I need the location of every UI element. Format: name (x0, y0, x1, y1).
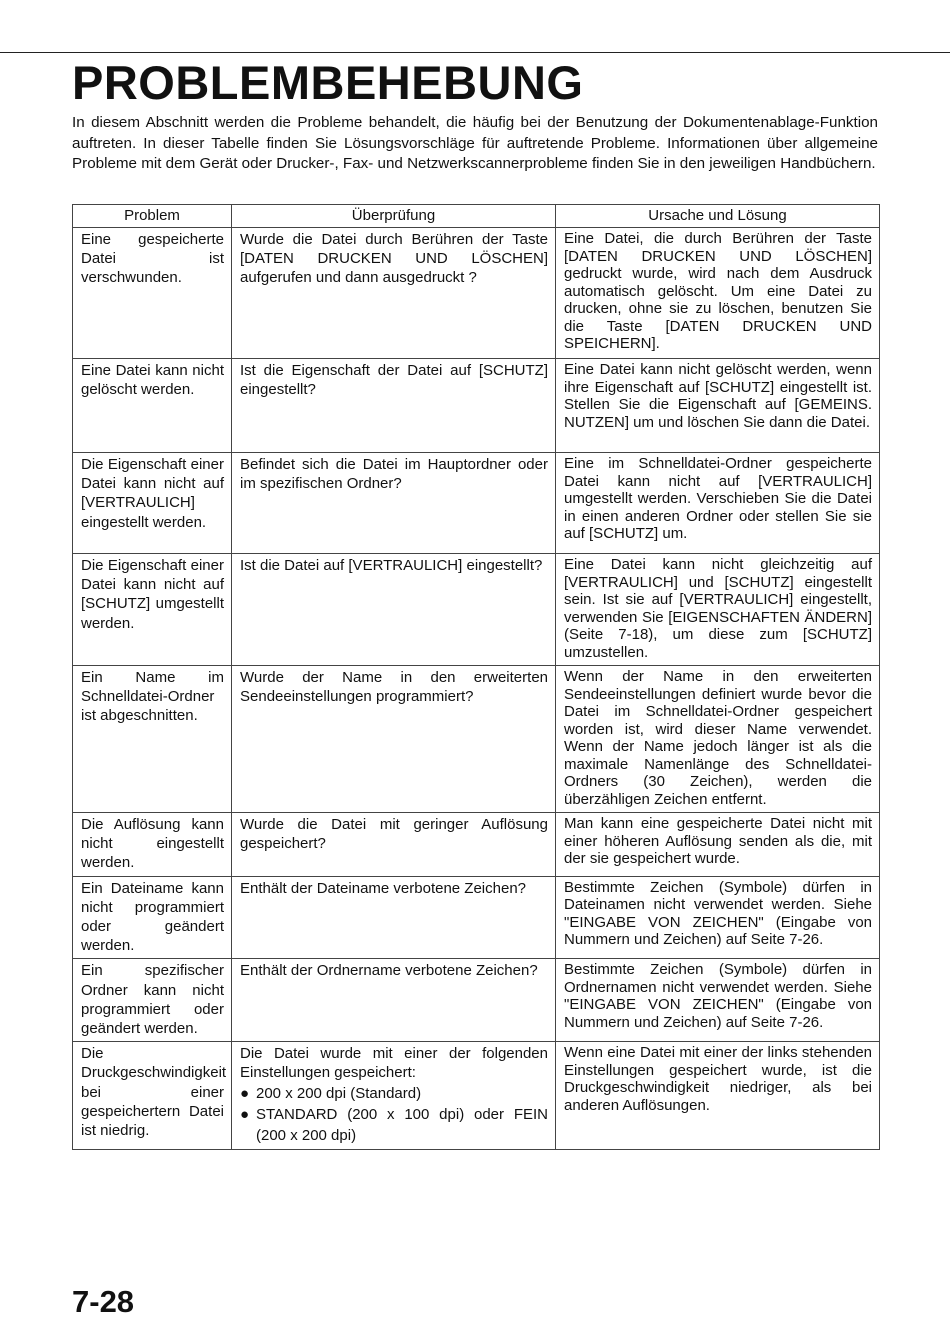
table-row (73, 876, 880, 959)
problem-cell: Ein Dateiname kann nicht programmiert oder geändert werden. (73, 876, 232, 959)
troubleshooting-table (72, 204, 880, 1150)
problem-cell: Ein spezifischer Ordner kann nicht programmiert oder geändert werden. (73, 959, 232, 1042)
table-row (73, 554, 880, 666)
check-cell: Enthält der Ordnername verbotene Zeichen? (232, 959, 556, 1042)
check-cell: Befindet sich die Datei im Hauptordner oder im spezifischen Ordner? (232, 453, 556, 554)
filled-circle-icon: ● (240, 1105, 250, 1123)
table-row (73, 813, 880, 877)
solution-cell: Man kann eine gespeicherte Datei nicht mit einer höheren Auflösung senden als die, mit der sie gespeichert wurde. (556, 813, 880, 877)
solution-cell: Bestimmte Zeichen (Symbole) dürfen in Ordnernamen nicht verwendet werden. Siehe "EINGABE VON ZEICHEN" (Eingabe von Nummern und Zeichen) auf Seite 7-26. (556, 959, 880, 1042)
page-number: 7-28 (72, 1284, 135, 1319)
table-row (73, 1042, 880, 1149)
bullet-item (240, 1104, 548, 1146)
problem-cell: Eine Datei kann nicht gelöscht werden. (73, 359, 232, 453)
header-solution: Ursache und Lösung (556, 205, 880, 228)
table-row (73, 359, 880, 453)
solution-cell: Eine im Schnelldatei-Ordner gespeicherte Datei kann nicht auf [VERTRAULICH] umgestellt werden. Verschieben Sie die Datei in einen anderen Ordner oder stellen Sie sie auf [SCHUTZ] um. (556, 453, 880, 554)
solution-cell: Bestimmte Zeichen (Symbole) dürfen in Dateinamen nicht verwendet werden. Siehe "EINGABE VON ZEICHEN" (Eingabe von Nummern und Zeichen) auf Seite 7-26. (556, 876, 880, 959)
header-problem: Problem (73, 205, 232, 228)
problem-cell: Die Druckgeschwindigkeit bei einer gespeichertern Datei ist niedrig. (73, 1042, 232, 1149)
header-rule (0, 52, 950, 53)
solution-cell: Eine Datei kann nicht gelöscht werden, wenn ihre Eigenschaft auf [SCHUTZ] eingestellt ist. Stellen Sie die Eigenschaft auf [GEMEINS. NUTZEN] um und löschen Sie dann die Datei. (556, 359, 880, 453)
solution-cell: Wenn der Name in den erweiterten Sendeeinstellungen definiert wurde bevor die Datei im Schnelldatei-Ordner gespeichert worden ist, wird dieser Name verwendet. Wenn der Name jedoch länger ist als die maximale Namenlänge des Schnelldatei-Ordners (30 Zeichen), werden die überzähligen Zeichen entfernt. (556, 666, 880, 813)
table-row (73, 666, 880, 813)
intro-paragraph: In diesem Abschnitt werden die Probleme behandelt, die häufig bei der Benutzung der Dokumentenablage-Funktion auftreten. In dieser Tabelle finden Sie Lösungsvorschläge für auftretende Probleme. Informationen über allgemeine Probleme mit dem Gerät oder Drucker-, Fax- und Netzwerkscannerprobleme finden Sie in den jeweiligen Handbüchern. (72, 114, 878, 173)
problem-cell: Die Auflösung kann nicht eingestellt werden. (73, 813, 232, 877)
check-cell: Enthält der Dateiname verbotene Zeichen? (232, 876, 556, 959)
solution-cell: Eine Datei kann nicht gleichzeitig auf [VERTRAULICH] und [SCHUTZ] eingestellt sein. Ist sie auf [VERTRAULICH] eingestellt, verwenden Sie [EIGENSCHAFTEN ÄNDERN] (Seite 7-18), um diese zum [SCHUTZ] umzustellen. (556, 554, 880, 666)
solution-cell: Wenn eine Datei mit einer der links stehenden Einstellungen gespeichert wurde, ist die Druckgeschwindigkeit niedriger, als bei anderen Auflösungen. (556, 1042, 880, 1149)
table-row (73, 453, 880, 554)
filled-circle-icon: ● (240, 1084, 250, 1102)
problem-cell: Eine gespeicherte Datei ist verschwunden. (73, 228, 232, 359)
check-cell: Wurde der Name in den erweiterten Sendeeinstellungen programmiert? (232, 666, 556, 813)
check-cell: Ist die Eigenschaft der Datei auf [SCHUTZ] eingestellt? (232, 359, 556, 453)
bullet-item (240, 1083, 548, 1104)
page-title: PROBLEMBEHEBUNG (72, 56, 584, 109)
solution-cell: Eine Datei, die durch Berühren der Taste [DATEN DRUCKEN UND LÖSCHEN] gedruckt wurde, wird nach dem Ausdruck automatisch gelöscht. Um eine Datei zu drucken, ohne sie zu löschen, benutzen Sie die Taste [DATEN DRUCKEN UND SPEICHERN]. (556, 228, 880, 359)
header-check: Überprüfung (232, 205, 556, 228)
table-header-row (73, 205, 880, 228)
bullet-text: STANDARD (200 x 100 dpi) oder FEIN (200 x 200 dpi) (256, 1105, 548, 1144)
bullet-text: 200 x 200 dpi (Standard) (256, 1084, 422, 1102)
check-cell: Wurde die Datei durch Berühren der Taste [DATEN DRUCKEN UND LÖSCHEN] aufgerufen und dann ausgedruckt ? (232, 228, 556, 359)
problem-cell: Ein Name im Schnelldatei-Ordner ist abgeschnitten. (73, 666, 232, 813)
check-cell (232, 1042, 556, 1149)
problem-cell: Die Eigenschaft einer Datei kann nicht auf [VERTRAULICH] eingestellt werden. (73, 453, 232, 554)
check-cell: Ist die Datei auf [VERTRAULICH] eingestellt? (232, 554, 556, 666)
check-cell: Wurde die Datei mit geringer Auflösung gespeichert? (232, 813, 556, 877)
table-row (73, 959, 880, 1042)
table-row (73, 228, 880, 359)
check-cell-text: Die Datei wurde mit einer der folgenden Einstellungen gespeichert: (240, 1045, 548, 1082)
problem-cell: Die Eigenschaft einer Datei kann nicht auf [SCHUTZ] umgestellt werden. (73, 554, 232, 666)
